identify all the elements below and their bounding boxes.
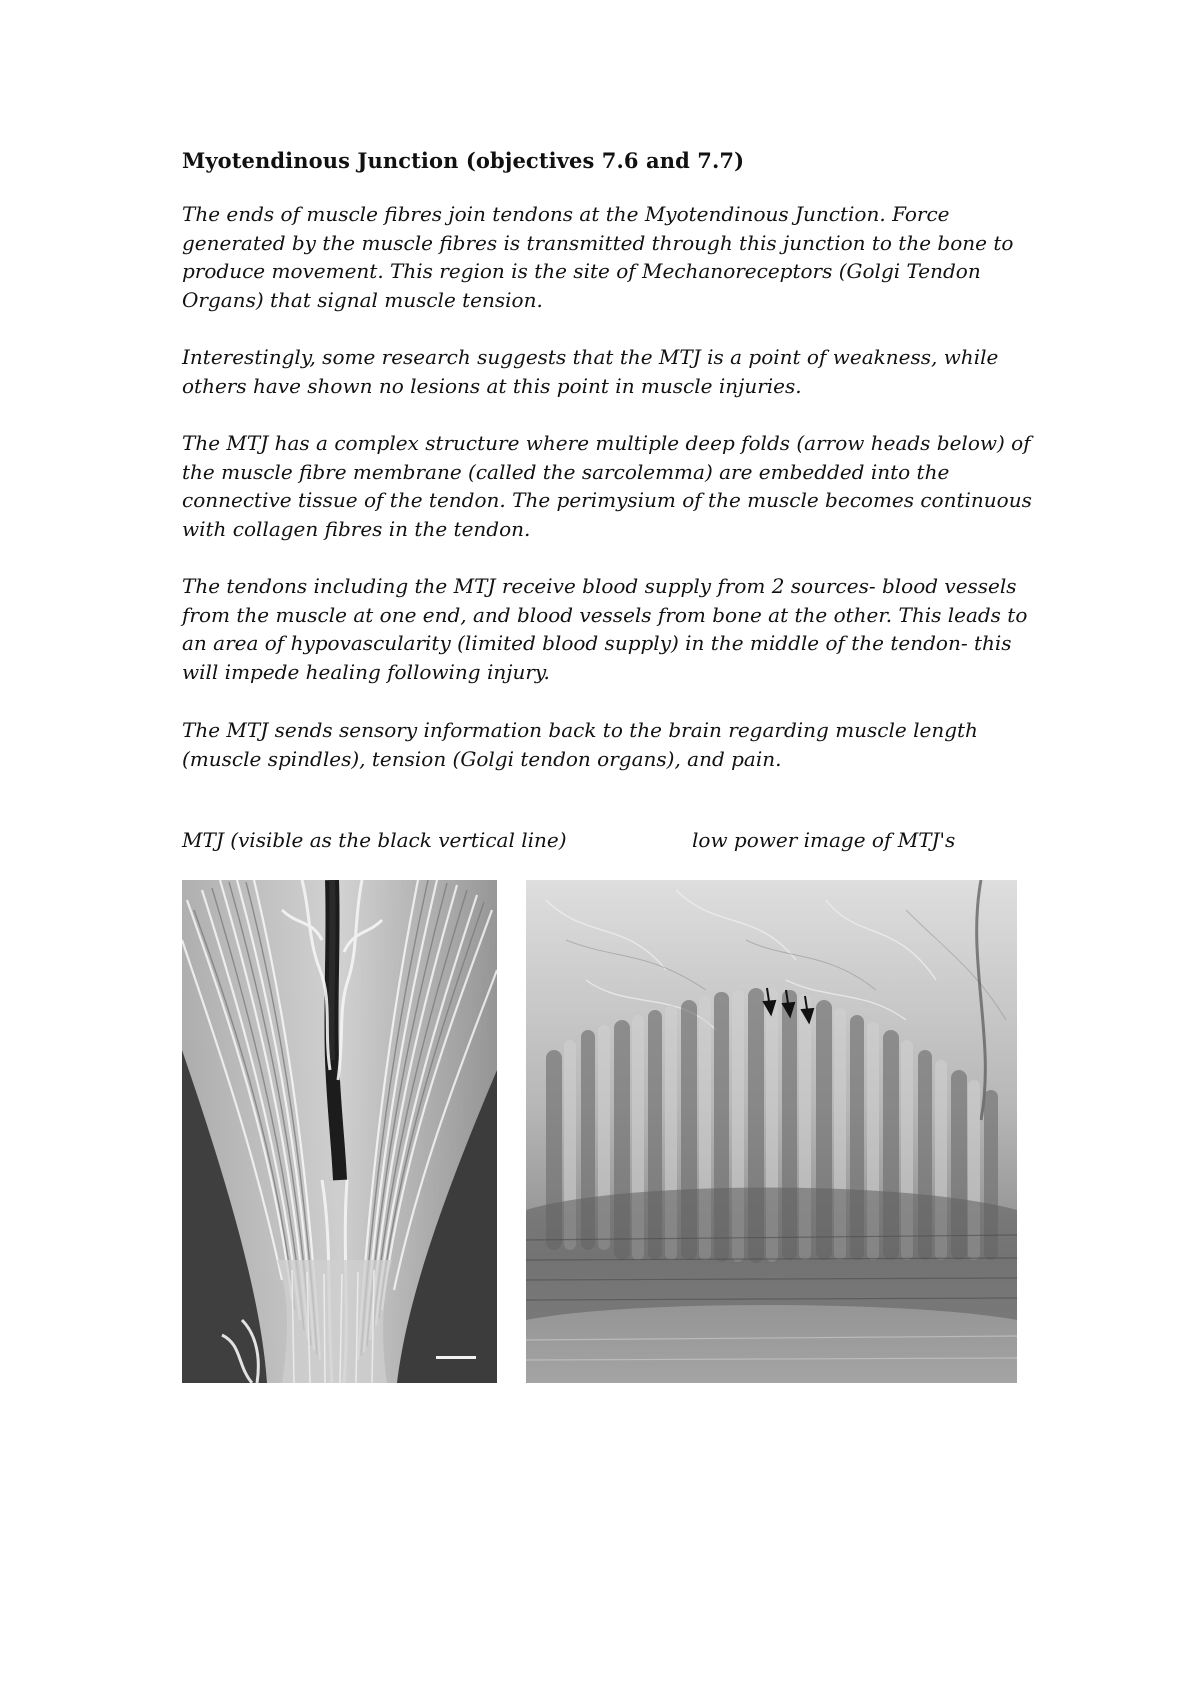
paragraph-structure	[182, 429, 1062, 543]
text-line: with collagen fibres in the tendon.	[182, 516, 531, 541]
text-line: generated by the muscle fibres is transmitted through this junction to the bone to	[182, 230, 1014, 255]
text-line: an area of hypovascularity (limited blood supply) in the middle of the tendon- this	[182, 631, 1012, 655]
figure-caption-right: low power image of MTJ's	[692, 828, 956, 852]
paragraph-weakness	[182, 343, 1062, 400]
text-line: The tendons including the MTJ receive blood supply from 2 sources- blood vessels	[182, 574, 1017, 598]
text-line: The MTJ has a complex structure where multiple deep folds (arrow heads below) of	[182, 431, 1031, 455]
text-line: from the muscle at one end, and blood vessels from bone at the other. This leads to	[182, 602, 1028, 627]
low-power-micrograph-mtj	[526, 880, 1017, 1383]
sem-micrograph-graphic	[182, 880, 497, 1383]
text-line: The MTJ sends sensory information back to the brain regarding muscle length	[182, 718, 978, 742]
text-line: the muscle fibre membrane (called the sarcolemma) are embedded into the	[182, 459, 950, 484]
page-title: Myotendinous Junction (objectives 7.6 and 7.7)	[182, 148, 745, 173]
text-line: Organs) that signal muscle tension.	[182, 287, 543, 312]
text-line: will impede healing following injury.	[182, 659, 550, 684]
text-line: produce movement. This region is the site of Mechanoreceptors (Golgi Tendon	[182, 259, 981, 283]
text-line: connective tissue of the tendon. The perimysium of the muscle becomes continuous	[182, 488, 1032, 512]
paragraph-intro	[182, 200, 1062, 314]
text-line: The ends of muscle fibres join tendons at the Myotendinous Junction. Force	[182, 202, 950, 226]
text-line: others have shown no lesions at this point in muscle injuries.	[182, 373, 802, 398]
figure-caption-left: MTJ (visible as the black vertical line)	[182, 828, 567, 852]
text-line: Interestingly, some research suggests that the MTJ is a point of weakness, while	[182, 345, 999, 369]
text-line: (muscle spindles), tension (Golgi tendon organs), and pain.	[182, 746, 782, 771]
paragraph-blood-supply	[182, 572, 1062, 686]
low-power-micrograph-graphic	[526, 880, 1017, 1383]
sem-micrograph-mtj	[182, 880, 497, 1383]
paragraph-sensory	[182, 716, 1062, 773]
